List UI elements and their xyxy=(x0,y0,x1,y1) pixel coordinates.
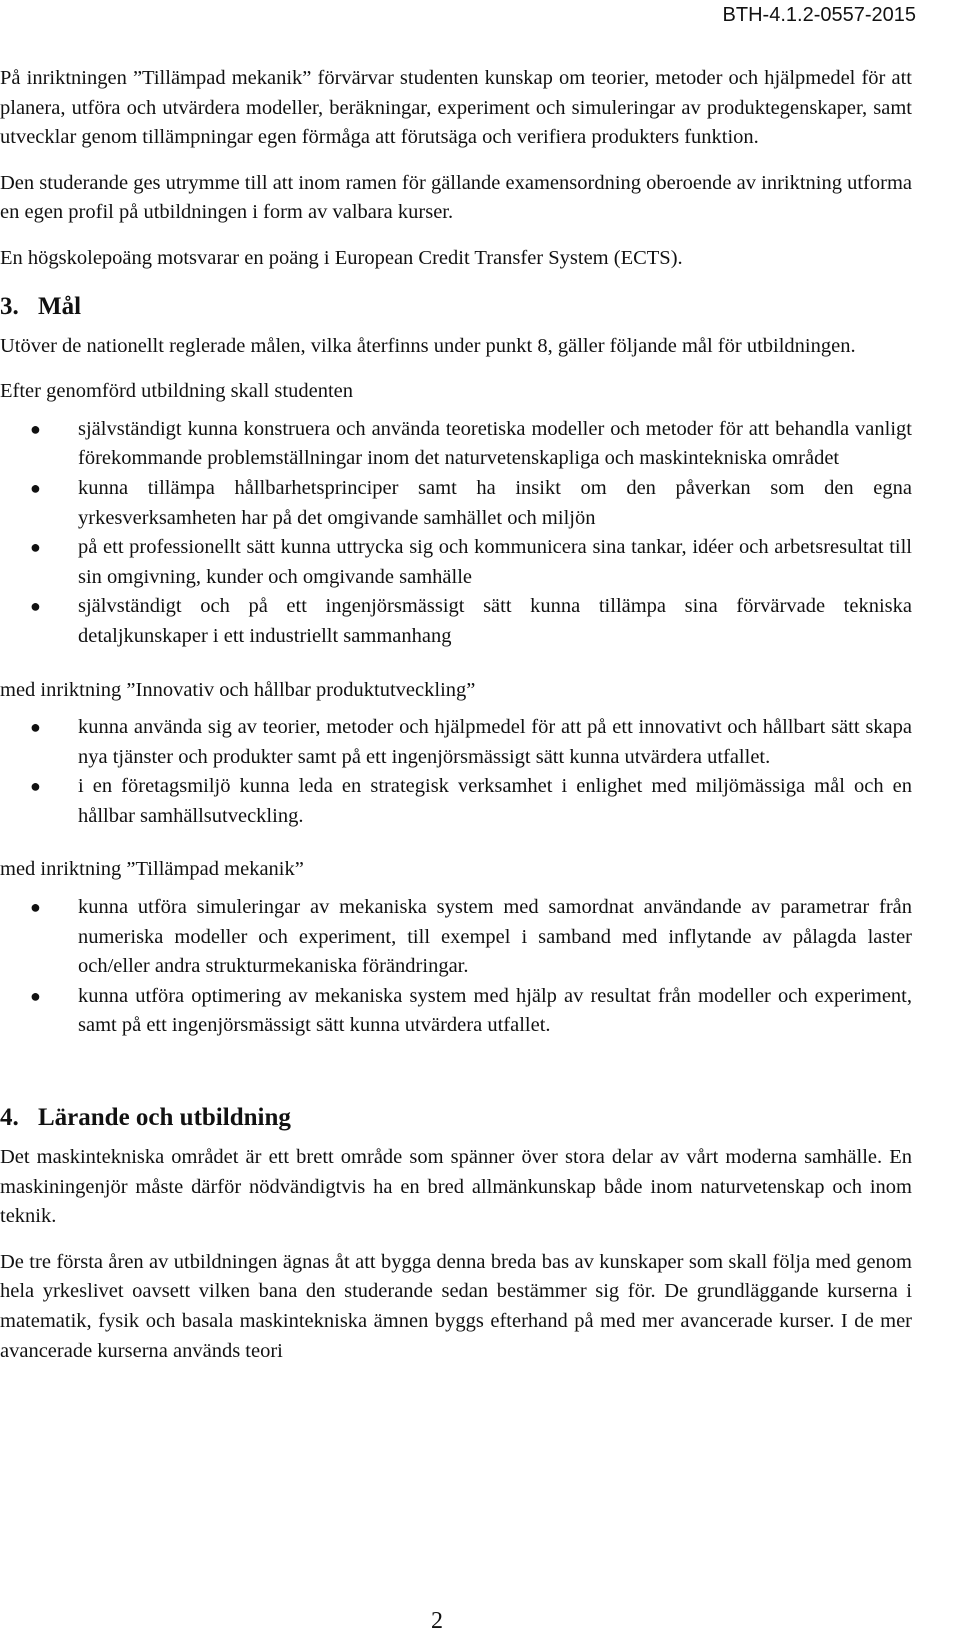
section-spacer xyxy=(0,1065,912,1095)
bullet-icon: ● xyxy=(30,537,41,558)
list-lead-general: Efter genomförd utbildning skall studenten xyxy=(0,380,353,403)
paragraph-ects: En högskolepoäng motsvarar en poäng i European Credit Transfer System (ECTS). xyxy=(0,246,683,269)
bullet-icon: ● xyxy=(30,596,41,617)
page-number: 2 xyxy=(431,1608,443,1634)
document-body xyxy=(0,64,912,1382)
bullet-icon: ● xyxy=(30,717,41,738)
list-item: ● självständigt och på ett ingenjörsmässigt sätt kunna tillämpa sina förvärvade tekniska detaljkunskaper i ett industriellt sammanhang xyxy=(0,592,912,651)
list-item: ● i en företagsmiljö kunna leda en strategisk verksamhet i enlighet med miljömässiga mål och en hållbar samhällsutveckling. xyxy=(0,772,912,831)
bullet-icon: ● xyxy=(30,776,41,797)
goal-list-general xyxy=(0,415,912,652)
list-lead-mekanik: med inriktning ”Tillämpad mekanik” xyxy=(0,858,304,881)
section-number: 3. xyxy=(0,292,19,320)
section-title: Mål xyxy=(38,292,82,320)
list-item: ● kunna använda sig av teorier, metoder och hjälpmedel för att på ett innovativt och hållbart sätt skapa nya tjänster och produkter samt på ett ingenjörsmässigt sätt kunna utvärdera utfallet. xyxy=(0,713,912,772)
section-number: 4. xyxy=(0,1104,19,1132)
document-id: BTH-4.1.2-0557-2015 xyxy=(722,4,916,26)
bullet-icon: ● xyxy=(30,985,41,1006)
paragraph-mekanik-intro: På inriktningen ”Tillämpad mekanik” förvärvar studenten kunskap om teorier, metoder och hjälpmedel för att planera, utföra och utvärdera modeller, beräkningar, experiment och simuleringar av produktegenskaper, samt utvecklar genom tillämpningar egen förmåga att förutsäga och verifiera produkters funktion. xyxy=(0,67,912,149)
list-lead-innovativ: med inriktning ”Innovativ och hållbar produktutveckling” xyxy=(0,678,476,701)
goal-list-mekanik xyxy=(0,893,912,1041)
paragraph-profile: Den studerande ges utrymme till att inom ramen för gällande examensordning oberoende av inriktning utforma en egen profil på utbildningen i form av valbara kurser. xyxy=(0,171,912,224)
list-item: ● kunna utföra optimering av mekaniska system med hjälp av resultat från modeller och experiment, samt på ett ingenjörsmässigt sätt kunna utvärdera utfallet. xyxy=(0,982,912,1041)
paragraph-mal-intro: Utöver de nationellt reglerade målen, vilka återfinns under punkt 8, gäller följande mål för utbildningen. xyxy=(0,334,856,357)
goal-list-innovativ xyxy=(0,713,912,831)
section-heading-mal xyxy=(0,290,912,324)
bullet-icon: ● xyxy=(30,418,41,439)
section-title: Lärande och utbildning xyxy=(38,1104,291,1132)
paragraph-larande-2: De tre första åren av utbildningen ägnas åt att bygga denna breda bas av kunskaper som skall följa med genom hela yrkeslivet oavsett vilken bana den studerande sedan bestämmer sig för. De grundläggande kurserna i matematik, fysik och basala maskintekniska ämnen byggs efterhand på med mer avancerade kurser. I de mer avancerade kurserna används teori xyxy=(0,1250,912,1362)
bullet-icon: ● xyxy=(30,477,41,498)
paragraph-larande-1: Det maskintekniska området är ett brett område som spänner över stora delar av vårt moderna samhälle. En maskiningenjör måste därför nödvändigtvis ha en bred allmänkunskap både inom naturvetenskap och inom teknik. xyxy=(0,1146,912,1228)
section-heading-larande xyxy=(0,1101,912,1135)
list-item: ● kunna tillämpa hållbarhetsprinciper samt ha insikt om den påverkan som den egna yrkesverksamheten har på det omgivande samhället och miljön xyxy=(0,474,912,533)
list-item: ● kunna utföra simuleringar av mekaniska system med samordnat användande av parametrar från numeriska modeller och experiment, till exempel i samband med inflytande av pålagda laster och/eller andra strukturmekaniska förändringar. xyxy=(0,893,912,982)
bullet-icon: ● xyxy=(30,897,41,918)
list-item: ● på ett professionellt sätt kunna uttrycka sig och kommunicera sina tankar, idéer och arbetsresultat till sin omgivning, kunder och omgivande samhälle xyxy=(0,533,912,592)
list-item: ● självständigt kunna konstruera och använda teoretiska modeller och metoder för att behandla vanligt förekommande problemställningar inom det naturvetenskapliga och maskintekniska området xyxy=(0,415,912,474)
